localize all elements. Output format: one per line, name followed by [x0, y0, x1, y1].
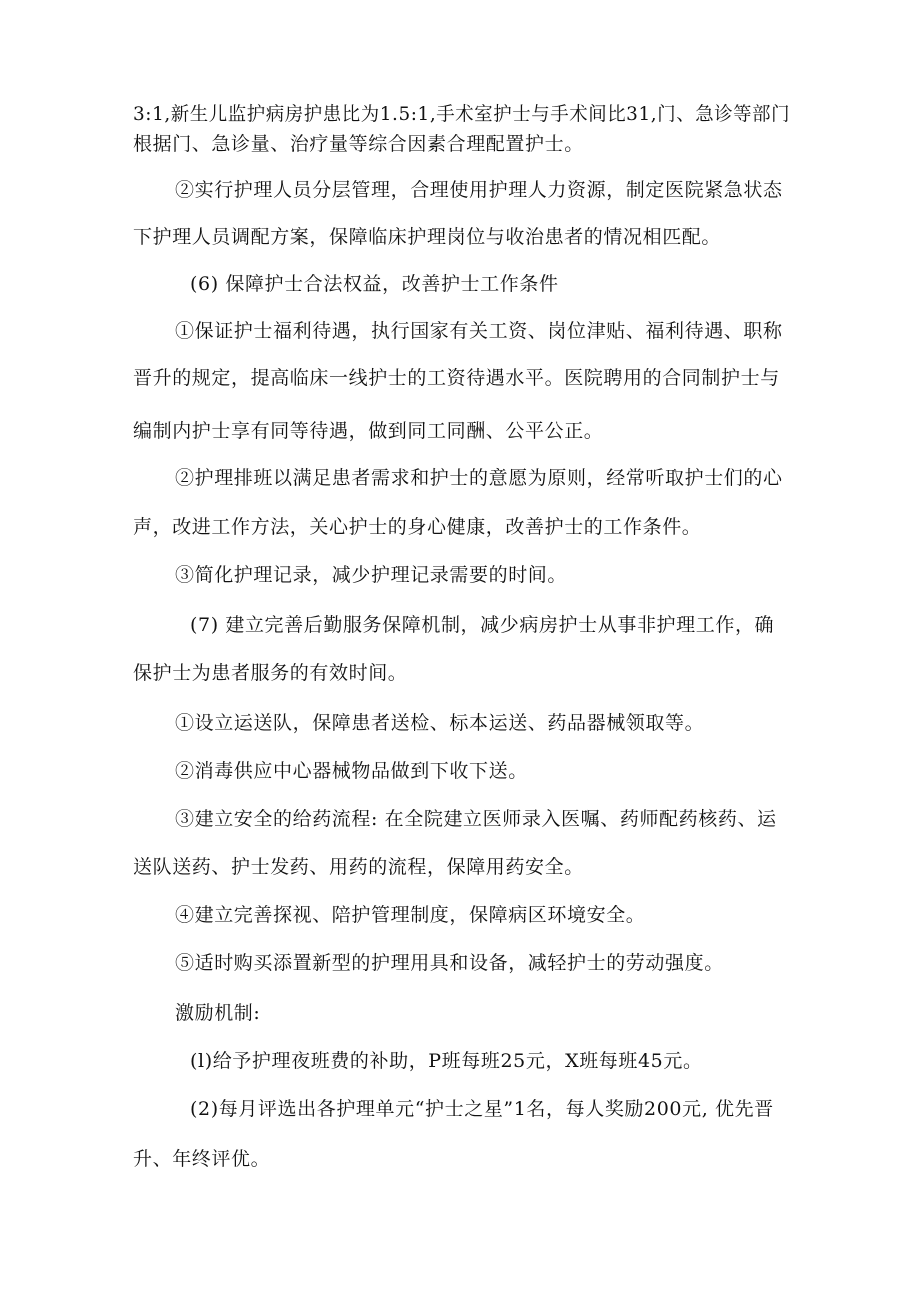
section-heading: (6) 保障护士合法权益，改善护士工作条件: [190, 273, 559, 295]
text-line: ②实行护理人员分层管理，合理使用护理人力资源，制定医院紧急状态: [175, 179, 783, 201]
text-line: 送队送药、护士发药、用药的流程，保障用药安全。: [133, 856, 584, 878]
text-line: 编制内护士享有同等待遇，做到同工同酬、公平公正。: [133, 420, 604, 442]
text-line: ④建立完善探视、陪护管理制度，保障病区环境安全。: [175, 904, 646, 926]
text-line: 声，改进工作方法，关心护士的身心健康，改善护士的工作条件。: [133, 516, 702, 538]
text-line: 升、年终评优。: [133, 1148, 271, 1170]
section-heading: 激励机制:: [175, 1002, 261, 1024]
text-line: 根据门、急诊量、治疗量等综合因素合理配置护士。: [133, 133, 584, 155]
text-line: 晋升的规定，提高临床一线护士的工资待遇水平。医院聘用的合同制护士与: [133, 367, 780, 389]
text-line: ⑤适时购买添置新型的护理用具和设备，减轻护士的劳动强度。: [175, 952, 724, 974]
text-line: 保护士为患者服务的有效时间。: [133, 662, 408, 684]
text-line: 3:1,新生儿监护病房护患比为1.5:1,手术室护士与手术间比31,门、急诊等部门: [133, 103, 791, 125]
text-line: ②消毒供应中心器械物品做到下收下送。: [175, 760, 528, 782]
text-line: ③简化护理记录，减少护理记录需要的时间。: [175, 564, 568, 586]
section-heading: (7) 建立完善后勤服务保障机制，减少病房护士从事非护理工作，确: [190, 614, 775, 636]
text-line: ③建立安全的给药流程: 在全院建立医师录入医嘱、药师配药核药、运: [175, 808, 777, 830]
text-line: ②护理排班以满足患者需求和护士的意愿为原则，经常听取护士们的心: [175, 467, 783, 489]
text-line: (l)给予护理夜班费的补助，P班每班25元，X班每班45元。: [190, 1050, 703, 1072]
text-line: ①保证护士福利待遇，执行国家有关工资、岗位津贴、福利待遇、职称: [175, 320, 783, 342]
text-line: ①设立运送队，保障患者送检、标本运送、药品器械领取等。: [175, 712, 705, 734]
text-line: 下护理人员调配方案，保障临床护理岗位与收治患者的情况相匹配。: [133, 226, 722, 248]
text-line: (2)每月评选出各护理单元“护士之星”1名，每人奖励200元, 优先晋: [190, 1098, 774, 1120]
